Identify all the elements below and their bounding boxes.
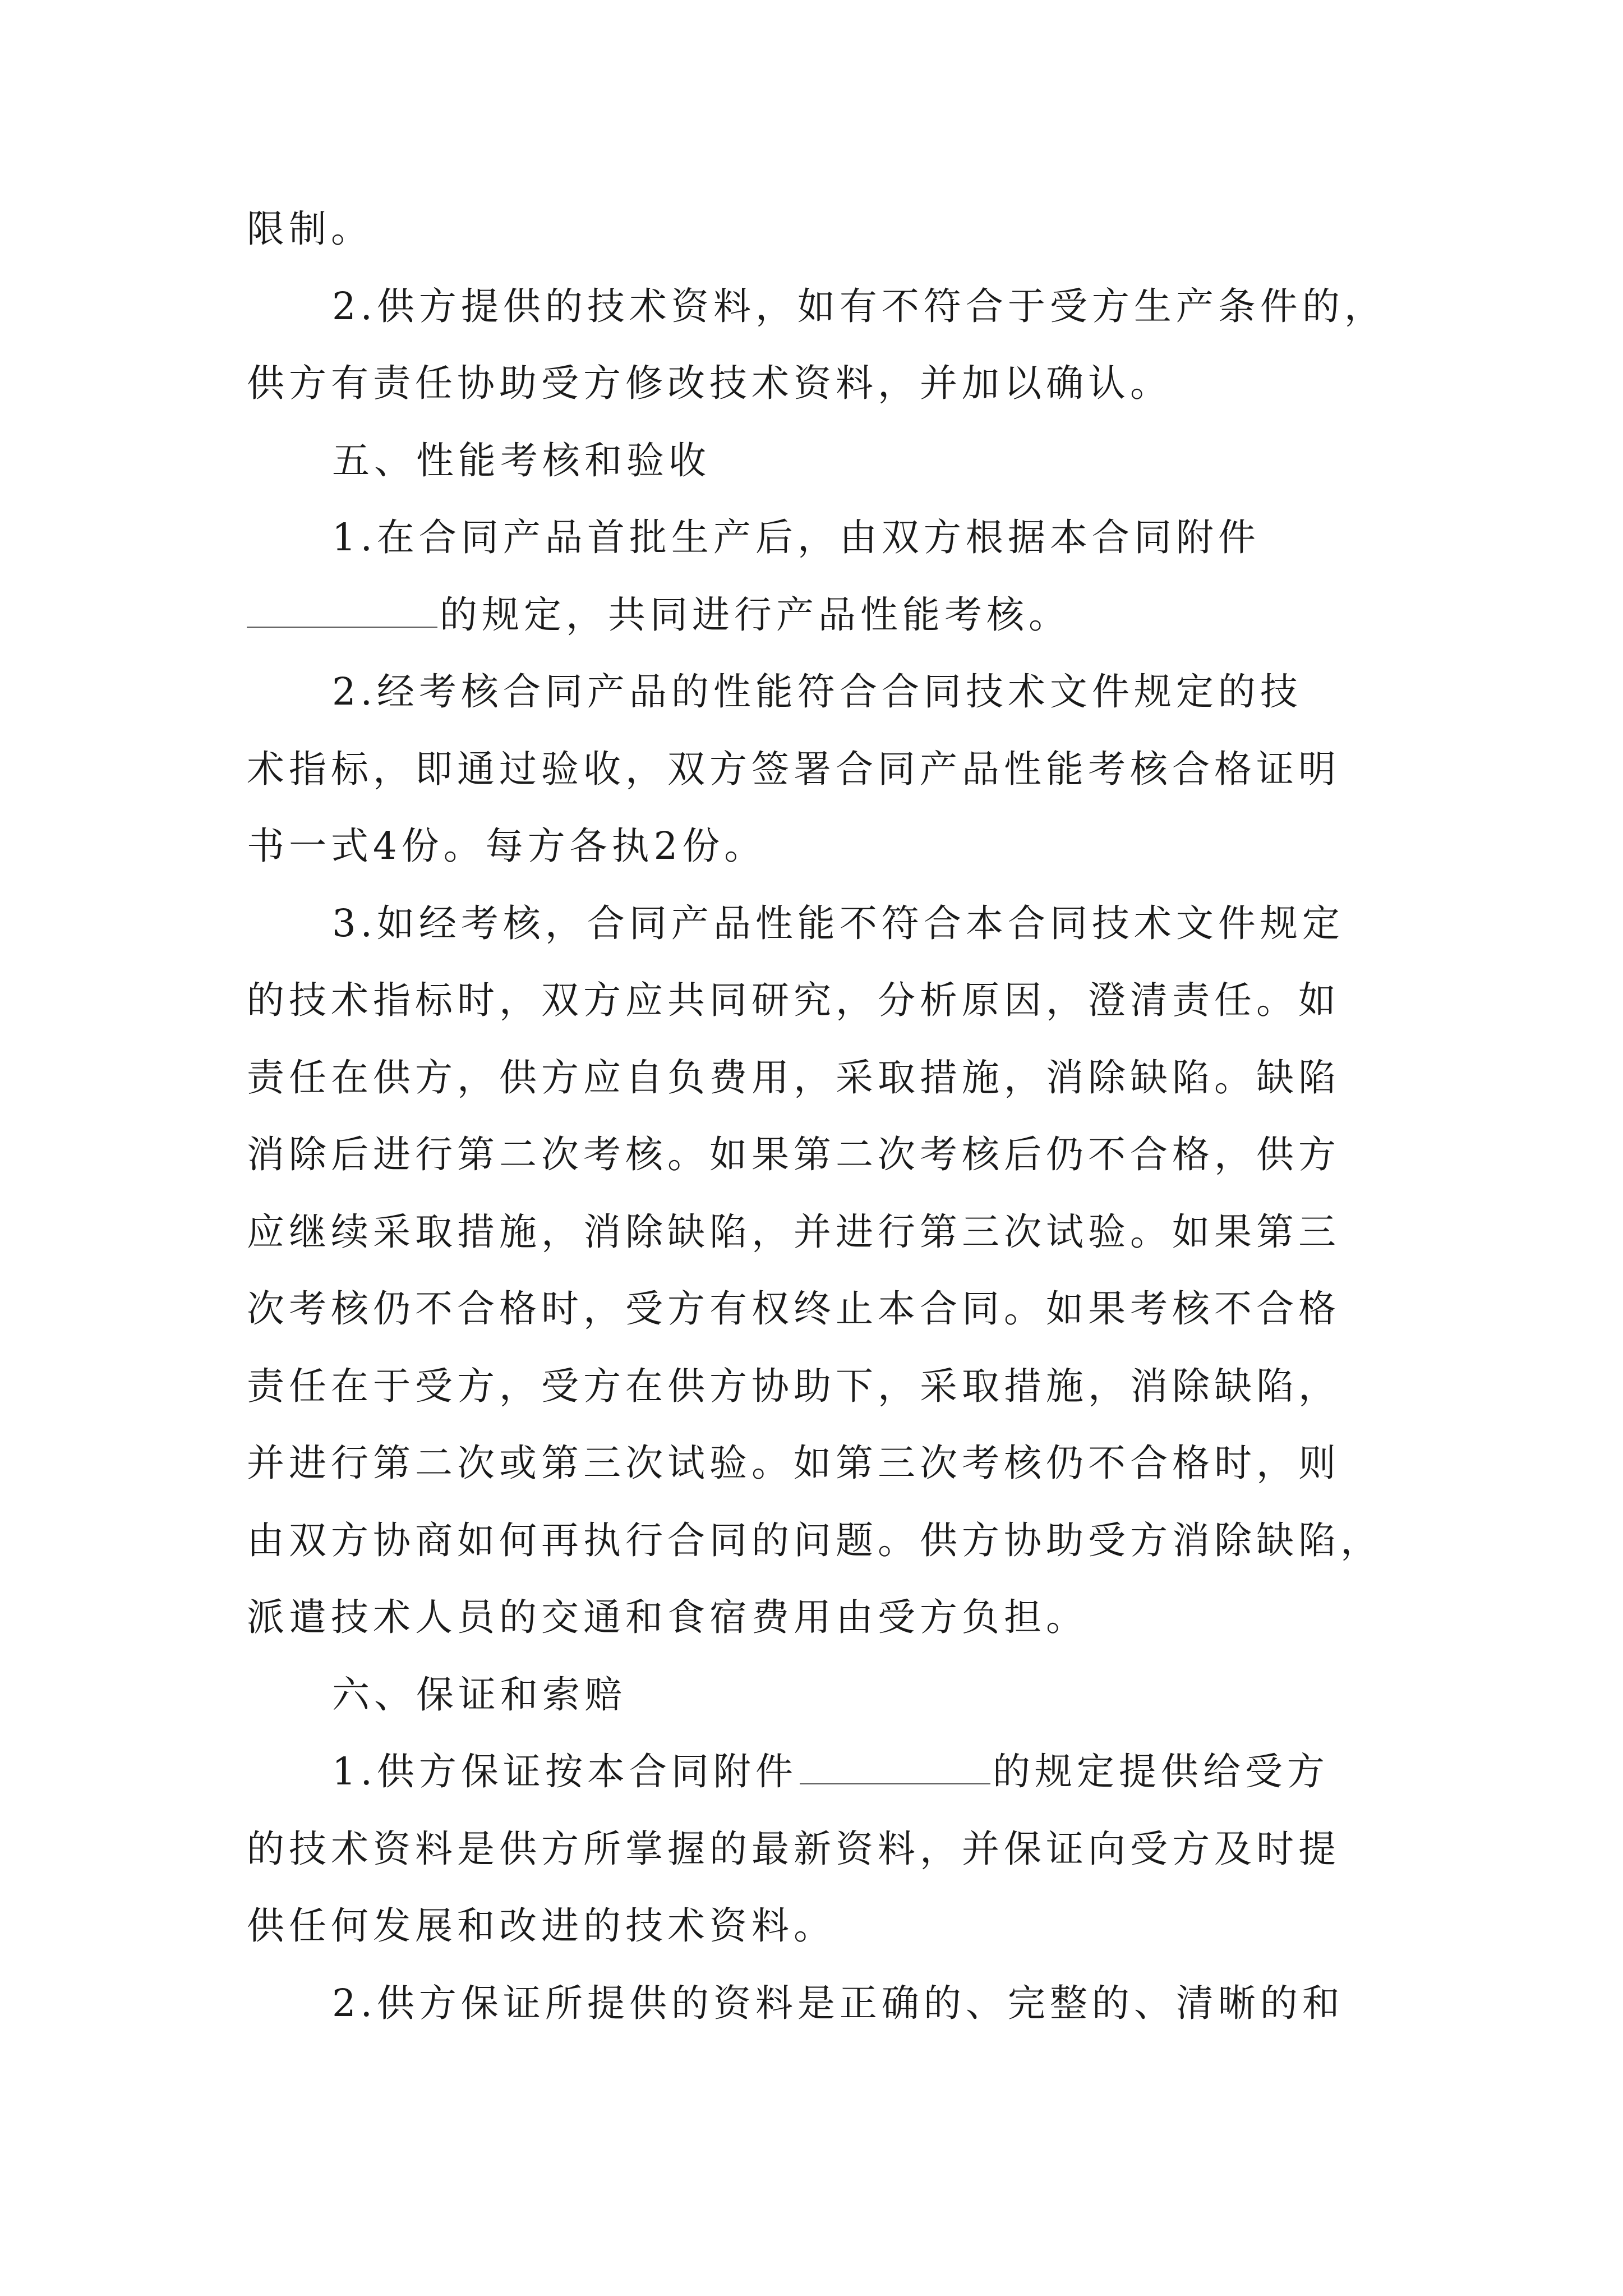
text-line: 1.在合同产品首批生产后，由双方根据本合同附件: [332, 516, 1260, 559]
fill-in-blank: [800, 1750, 990, 1784]
text-line: 责任在于受方，受方在供方协助下，采取措施，消除缺陷，: [247, 1364, 1340, 1408]
document-body: [247, 191, 1391, 2042]
text-line: [247, 577, 1391, 654]
text-line: 限制。: [247, 207, 373, 251]
text-line: 供任何发展和改进的技术资料。: [247, 1904, 836, 1948]
text-line: 3.如经考核，合同产品性能不符合本合同技术文件规定: [332, 901, 1344, 945]
text-line: 并进行第二次或第三次试验。如第三次考核仍不合格时，则: [247, 1441, 1340, 1485]
text-line: 的技术资料是供方所掌握的最新资料，并保证向受方及时提: [247, 1826, 1340, 1871]
text-line: 2.供方提供的技术资料，如有不符合于受方生产条件的，: [332, 284, 1386, 328]
text-line: 次考核仍不合格时，受方有权终止本合同。如果考核不合格: [247, 1287, 1340, 1331]
text-line: 的技术指标时，双方应共同研究，分析原因，澄清责任。如: [247, 978, 1340, 1022]
text-fragment: 1.供方保证按本合同附件: [332, 1750, 797, 1793]
text-line: 2.经考核合同产品的性能符合合同技术文件规定的技: [332, 670, 1302, 714]
text-line: 责任在供方，供方应自负费用，采取措施，消除缺陷。缺陷: [247, 1055, 1340, 1099]
text-line: 应继续采取措施，消除缺陷，并进行第三次试验。如果第三: [247, 1209, 1340, 1254]
text-line: 书一式4份。每方各执2份。: [247, 824, 767, 868]
text-line: 消除后进行第二次考核。如果第二次考核后仍不合格，供方: [247, 1133, 1340, 1176]
text-line: 术指标，即通过验收，双方签署合同产品性能考核合格证明: [247, 747, 1340, 791]
text-line: 派遣技术人员的交通和食宿费用由受方负担。: [247, 1595, 1088, 1639]
fill-in-blank: [247, 593, 437, 628]
text-fragment: 的规定提供给受方: [992, 1750, 1329, 1793]
text-line: [247, 1733, 1391, 1811]
section-heading: 五、性能考核和验收: [332, 438, 711, 482]
text-line: 2.供方保证所提供的资料是正确的、完整的、清晰的和: [332, 1981, 1344, 2025]
text-line: 由双方协商如何再执行合同的问题。供方协助受方消除缺陷，: [247, 1518, 1382, 1562]
text-fragment: 的规定，共同进行产品性能考核。: [440, 592, 1071, 637]
section-heading: 六、保证和索赔: [332, 1672, 626, 1717]
text-line: 供方有责任协助受方修改技术资料，并加以确认。: [247, 361, 1172, 405]
